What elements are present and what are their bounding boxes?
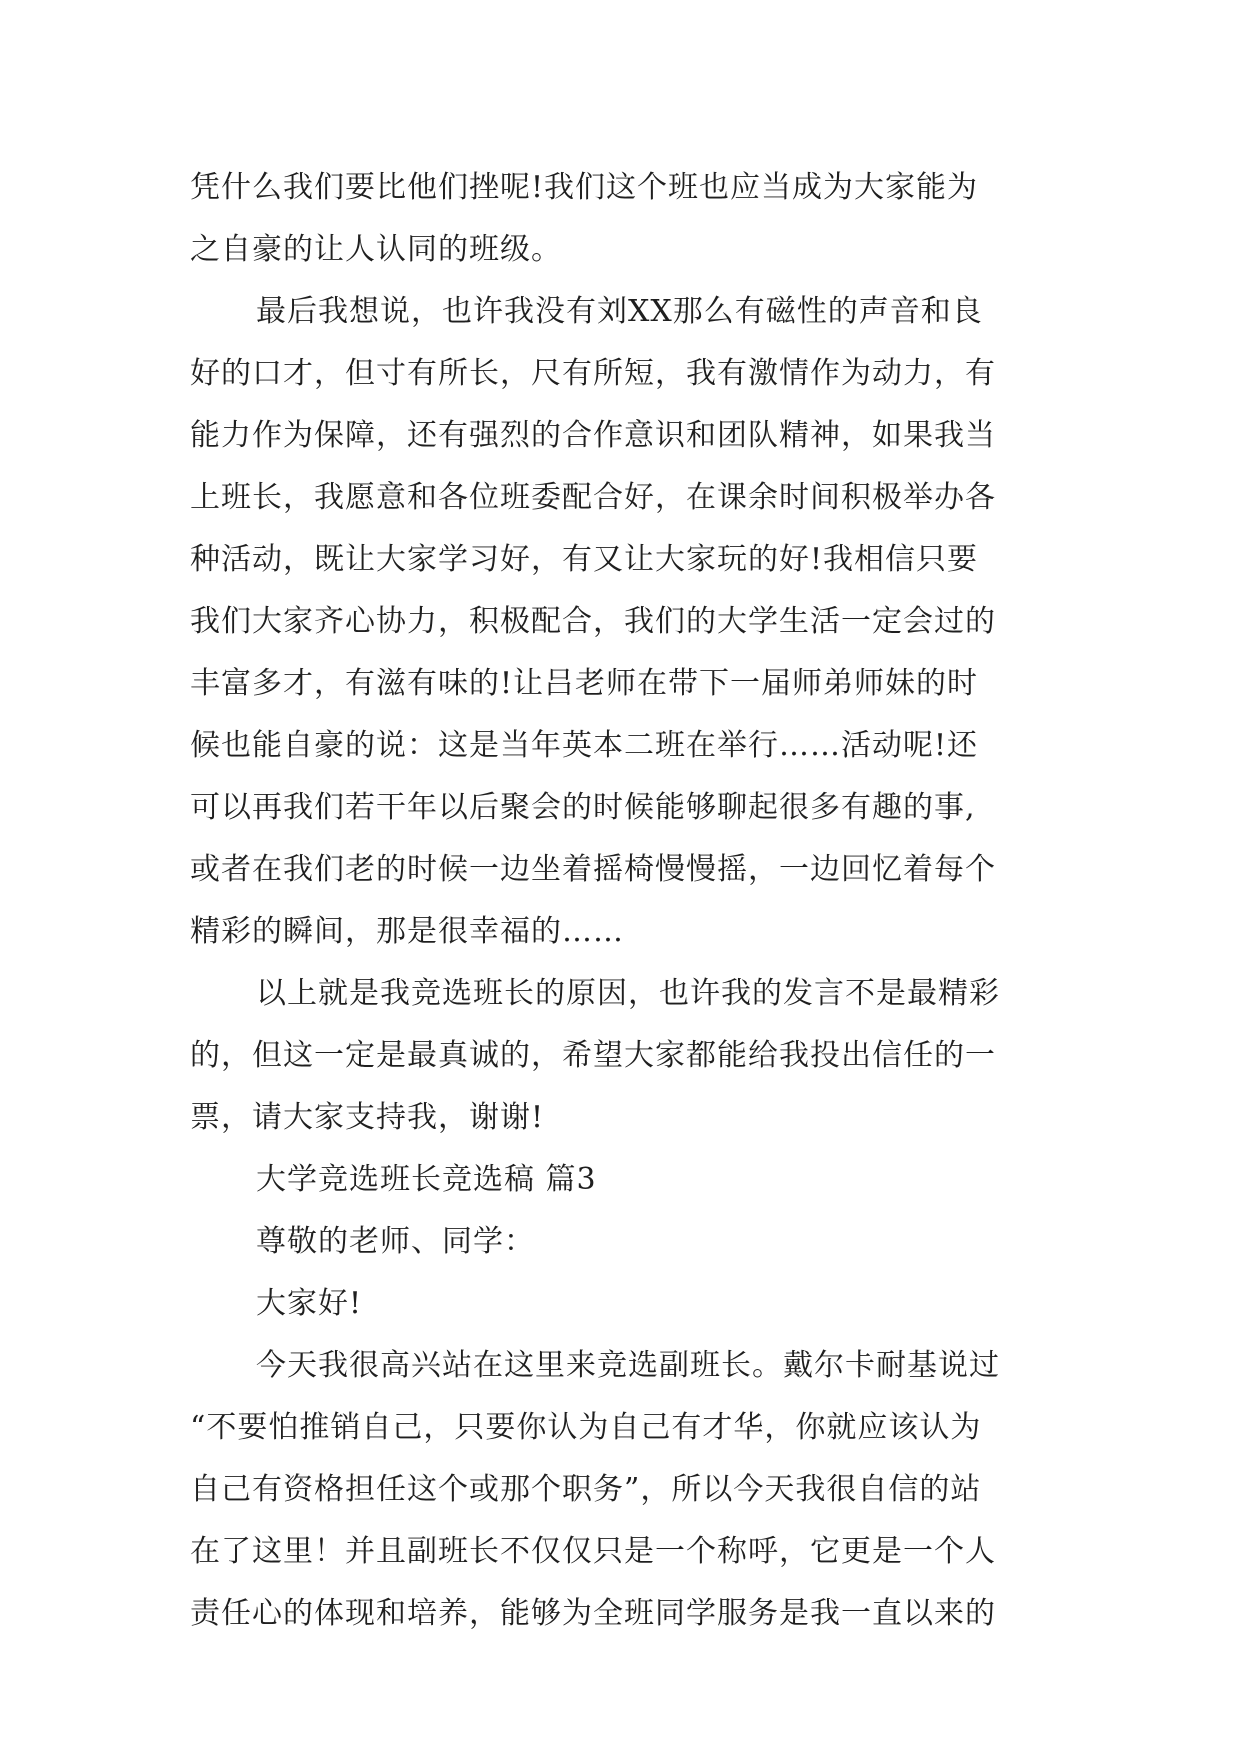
text-line: 我们大家齐心协力，积极配合，我们的大学生活一定会过的 xyxy=(190,604,996,639)
text-line: 能力作为保障，还有强烈的合作意识和团队精神，如果我当 xyxy=(190,418,996,453)
text-line: 尊敬的老师、同学： xyxy=(256,1224,535,1259)
text-line: 之自豪的让人认同的班级。 xyxy=(190,232,562,267)
text-line: 在了这里！并且副班长不仅仅只是一个称呼，它更是一个人 xyxy=(190,1534,996,1569)
text-line: 候也能自豪的说：这是当年英本二班在举行……活动呢!还 xyxy=(190,728,979,763)
text-line: 最后我想说，也许我没有刘XX那么有磁性的声音和良 xyxy=(256,294,983,329)
text-line: 大家好! xyxy=(256,1286,363,1321)
text-line: 大学竞选班长竞选稿 篇3 xyxy=(256,1162,597,1197)
text-line: 精彩的瞬间，那是很幸福的…… xyxy=(190,914,624,949)
text-line: 今天我很高兴站在这里来竞选副班长。戴尔卡耐基说过 xyxy=(256,1348,1000,1383)
text-line: 上班长，我愿意和各位班委配合好，在课余时间积极举办各 xyxy=(190,480,996,515)
text-line: 或者在我们老的时候一边坐着摇椅慢慢摇，一边回忆着每个 xyxy=(190,852,996,887)
text-line: 的，但这一定是最真诚的，希望大家都能给我投出信任的一 xyxy=(190,1038,996,1073)
text-line: 责任心的体现和培养，能够为全班同学服务是我一直以来的 xyxy=(190,1596,996,1631)
document-body xyxy=(190,157,1070,1645)
text-line: 可以再我们若干年以后聚会的时候能够聊起很多有趣的事, xyxy=(190,790,976,825)
text-line: 凭什么我们要比他们挫呢!我们这个班也应当成为大家能为 xyxy=(190,170,979,205)
text-line: “不要怕推销自己，只要你认为自己有才华，你就应该认为 xyxy=(190,1410,982,1445)
text-line: 好的口才，但寸有所长，尺有所短，我有激情作为动力，有 xyxy=(190,356,996,391)
text-line: 票，请大家支持我，谢谢! xyxy=(190,1100,545,1135)
text-line: 种活动，既让大家学习好，有又让大家玩的好!我相信只要 xyxy=(190,542,979,577)
text-line: 以上就是我竞选班长的原因，也许我的发言不是最精彩 xyxy=(256,976,1000,1011)
text-line: 自己有资格担任这个或那个职务”，所以今天我很自信的站 xyxy=(190,1472,982,1507)
text-line: 丰富多才，有滋有味的!让吕老师在带下一届师弟师妹的时 xyxy=(190,666,979,701)
